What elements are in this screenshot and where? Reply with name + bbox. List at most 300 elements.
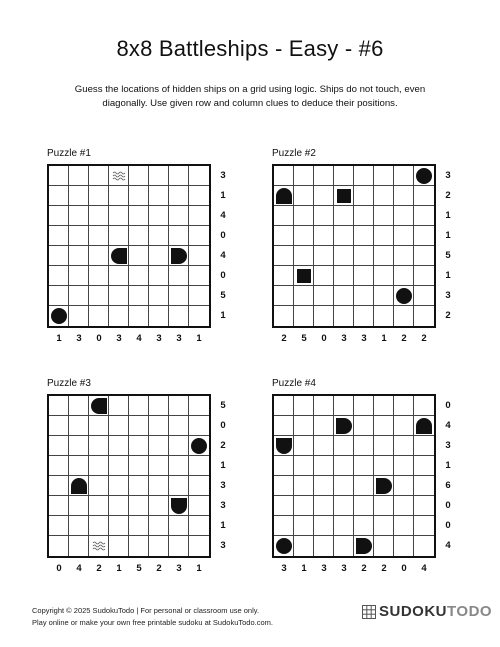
- row-clue: 1: [220, 460, 226, 471]
- grid-cell[interactable]: [414, 206, 434, 226]
- grid-cell[interactable]: [334, 516, 354, 536]
- grid-cell[interactable]: [189, 476, 209, 496]
- grid-cell[interactable]: [189, 306, 209, 326]
- grid-cell[interactable]: [149, 456, 169, 476]
- grid-cell[interactable]: [374, 436, 394, 456]
- grid-cell[interactable]: [374, 286, 394, 306]
- grid-cell[interactable]: [414, 456, 434, 476]
- grid-cell[interactable]: [314, 266, 334, 286]
- row-clue: 3: [220, 540, 226, 551]
- column-clues: [49, 563, 209, 577]
- ship-circle-icon: [191, 438, 207, 454]
- grid-cell[interactable]: [394, 246, 414, 266]
- grid-cell[interactable]: [394, 436, 414, 456]
- column-clue: 1: [301, 563, 307, 574]
- grid-cell[interactable]: [354, 496, 374, 516]
- grid-cell[interactable]: [334, 246, 354, 266]
- grid-cell[interactable]: [394, 166, 414, 186]
- grid-cell[interactable]: [149, 186, 169, 206]
- grid-cell[interactable]: [49, 396, 69, 416]
- grid-cell[interactable]: [354, 396, 374, 416]
- grid-cell[interactable]: [374, 456, 394, 476]
- grid-cell[interactable]: [414, 246, 434, 266]
- grid-cell[interactable]: [294, 496, 314, 516]
- grid-cell[interactable]: [274, 266, 294, 286]
- grid-cell[interactable]: [169, 416, 189, 436]
- puzzle-label: Puzzle #1: [47, 148, 91, 159]
- ship-end-top-icon: [71, 478, 87, 494]
- grid-cell[interactable]: [169, 516, 189, 536]
- grid-cell[interactable]: [49, 496, 69, 516]
- grid-cell[interactable]: [414, 476, 434, 496]
- grid-cell[interactable]: [89, 456, 109, 476]
- grid-cell[interactable]: [169, 186, 189, 206]
- grid-cell[interactable]: [189, 286, 209, 306]
- column-clue: 2: [401, 333, 407, 344]
- grid-cell[interactable]: [89, 536, 109, 556]
- grid-cell[interactable]: [394, 396, 414, 416]
- puzzle-grid: [47, 164, 211, 328]
- grid-cell[interactable]: [334, 166, 354, 186]
- grid-cell[interactable]: [294, 206, 314, 226]
- row-clue: 1: [445, 210, 451, 221]
- grid-cell[interactable]: [394, 306, 414, 326]
- grid-cell[interactable]: [49, 286, 69, 306]
- grid-cell[interactable]: [274, 396, 294, 416]
- grid-cell[interactable]: [189, 266, 209, 286]
- grid-cell[interactable]: [374, 396, 394, 416]
- grid-cell[interactable]: [69, 266, 89, 286]
- row-clues: [442, 396, 454, 556]
- row-clue: 5: [220, 400, 226, 411]
- grid-cell[interactable]: [354, 456, 374, 476]
- grid-cell[interactable]: [169, 206, 189, 226]
- grid-cell[interactable]: [294, 166, 314, 186]
- grid-cell[interactable]: [314, 396, 334, 416]
- row-clue: 3: [220, 480, 226, 491]
- grid-cell[interactable]: [189, 186, 209, 206]
- grid-cell[interactable]: [354, 436, 374, 456]
- column-clue: 3: [76, 333, 82, 344]
- grid-cell[interactable]: [69, 306, 89, 326]
- grid-cell[interactable]: [189, 536, 209, 556]
- grid-cell[interactable]: [49, 246, 69, 266]
- row-clue: 4: [220, 210, 226, 221]
- grid-cell[interactable]: [334, 286, 354, 306]
- row-clues: [442, 166, 454, 326]
- grid-cell[interactable]: [149, 246, 169, 266]
- grid-cell[interactable]: [314, 536, 334, 556]
- grid-cell[interactable]: [314, 246, 334, 266]
- grid-cell[interactable]: [189, 516, 209, 536]
- row-clue: 2: [445, 310, 451, 321]
- grid-cell[interactable]: [394, 516, 414, 536]
- puzzle-3: [47, 378, 247, 588]
- grid-cell[interactable]: [49, 226, 69, 246]
- grid-cell[interactable]: [129, 476, 149, 496]
- grid-cell[interactable]: [294, 246, 314, 266]
- grid-cell[interactable]: [129, 396, 149, 416]
- grid-cell[interactable]: [149, 396, 169, 416]
- grid-cell[interactable]: [314, 516, 334, 536]
- grid-cell[interactable]: [169, 266, 189, 286]
- grid-cell[interactable]: [374, 536, 394, 556]
- grid-cell[interactable]: [69, 226, 89, 246]
- grid-cell[interactable]: [149, 416, 169, 436]
- grid-cell[interactable]: [354, 186, 374, 206]
- grid-cell[interactable]: [69, 286, 89, 306]
- grid-cell[interactable]: [109, 536, 129, 556]
- column-clue: 4: [76, 563, 82, 574]
- grid-cell[interactable]: [69, 476, 89, 496]
- grid-cell[interactable]: [374, 206, 394, 226]
- grid-cell[interactable]: [149, 436, 169, 456]
- grid-cell[interactable]: [49, 206, 69, 226]
- grid-cell[interactable]: [169, 246, 189, 266]
- grid-cell[interactable]: [274, 286, 294, 306]
- grid-cell[interactable]: [414, 396, 434, 416]
- grid-cell[interactable]: [394, 456, 414, 476]
- grid-cell[interactable]: [49, 516, 69, 536]
- grid-cell[interactable]: [374, 186, 394, 206]
- grid-cell[interactable]: [129, 436, 149, 456]
- grid-cell[interactable]: [374, 226, 394, 246]
- grid-cell[interactable]: [274, 536, 294, 556]
- grid-cell[interactable]: [49, 266, 69, 286]
- grid-cell[interactable]: [274, 306, 294, 326]
- grid-cell[interactable]: [334, 416, 354, 436]
- grid-cell[interactable]: [354, 536, 374, 556]
- grid-cell[interactable]: [294, 306, 314, 326]
- grid-cell[interactable]: [414, 186, 434, 206]
- grid-cell[interactable]: [169, 306, 189, 326]
- grid-cell[interactable]: [109, 306, 129, 326]
- grid-cell[interactable]: [109, 476, 129, 496]
- logo-text-todo: TODO: [447, 603, 493, 620]
- grid-cell[interactable]: [169, 166, 189, 186]
- grid-cell[interactable]: [189, 206, 209, 226]
- grid-cell[interactable]: [149, 266, 169, 286]
- grid-cell[interactable]: [109, 416, 129, 436]
- grid-cell[interactable]: [89, 476, 109, 496]
- grid-cell[interactable]: [129, 226, 149, 246]
- grid-cell[interactable]: [274, 226, 294, 246]
- column-clue: 2: [156, 563, 162, 574]
- grid-cell[interactable]: [189, 416, 209, 436]
- grid-cell[interactable]: [414, 416, 434, 436]
- grid-cell[interactable]: [189, 456, 209, 476]
- grid-cell[interactable]: [294, 226, 314, 246]
- grid-cell[interactable]: [334, 496, 354, 516]
- grid-cell[interactable]: [354, 516, 374, 536]
- grid-cell[interactable]: [129, 306, 149, 326]
- grid-cell[interactable]: [89, 286, 109, 306]
- grid-cell[interactable]: [169, 496, 189, 516]
- grid-cell[interactable]: [169, 536, 189, 556]
- grid-cell[interactable]: [89, 186, 109, 206]
- grid-cell[interactable]: [169, 226, 189, 246]
- grid-cell[interactable]: [274, 516, 294, 536]
- grid-cell[interactable]: [169, 396, 189, 416]
- grid-cell[interactable]: [69, 416, 89, 436]
- grid-cell[interactable]: [314, 186, 334, 206]
- grid-cell[interactable]: [414, 226, 434, 246]
- grid-cell[interactable]: [89, 496, 109, 516]
- grid-cell[interactable]: [89, 306, 109, 326]
- grid-cell[interactable]: [189, 496, 209, 516]
- grid-cell[interactable]: [334, 536, 354, 556]
- grid-cell[interactable]: [314, 476, 334, 496]
- grid-cell[interactable]: [374, 246, 394, 266]
- grid-cell[interactable]: [414, 286, 434, 306]
- grid-cell[interactable]: [414, 496, 434, 516]
- grid-cell[interactable]: [109, 206, 129, 226]
- grid-cell[interactable]: [274, 456, 294, 476]
- ship-end-bottom-icon: [276, 438, 292, 454]
- grid-cell[interactable]: [334, 266, 354, 286]
- grid-cell[interactable]: [294, 396, 314, 416]
- ship-square-icon: [297, 269, 311, 283]
- grid-cell[interactable]: [334, 396, 354, 416]
- grid-cell[interactable]: [334, 436, 354, 456]
- grid-cell[interactable]: [414, 166, 434, 186]
- grid-cell[interactable]: [109, 396, 129, 416]
- row-clue: 3: [220, 500, 226, 511]
- grid-cell[interactable]: [314, 286, 334, 306]
- grid-cell[interactable]: [149, 476, 169, 496]
- grid-cell[interactable]: [334, 306, 354, 326]
- sudokutodo-logo: [362, 603, 492, 620]
- grid-cell[interactable]: [394, 186, 414, 206]
- column-clue: 2: [361, 563, 367, 574]
- grid-cell[interactable]: [274, 206, 294, 226]
- grid-cell[interactable]: [69, 246, 89, 266]
- grid-cell[interactable]: [294, 266, 314, 286]
- grid-cell[interactable]: [394, 286, 414, 306]
- column-clues: [274, 563, 434, 577]
- grid-cell[interactable]: [294, 186, 314, 206]
- column-clues: [49, 333, 209, 347]
- grid-cell[interactable]: [69, 456, 89, 476]
- grid-cell[interactable]: [109, 246, 129, 266]
- grid-cell[interactable]: [89, 266, 109, 286]
- grid-cell[interactable]: [394, 206, 414, 226]
- grid-cell[interactable]: [49, 436, 69, 456]
- grid-cell[interactable]: [69, 206, 89, 226]
- grid-cell[interactable]: [189, 226, 209, 246]
- grid-cell[interactable]: [294, 516, 314, 536]
- grid-cell[interactable]: [394, 416, 414, 436]
- grid-cell[interactable]: [414, 516, 434, 536]
- grid-cell[interactable]: [89, 396, 109, 416]
- grid-cell[interactable]: [89, 206, 109, 226]
- grid-cell[interactable]: [89, 516, 109, 536]
- grid-cell[interactable]: [354, 286, 374, 306]
- grid-cell[interactable]: [414, 536, 434, 556]
- grid-cell[interactable]: [334, 226, 354, 246]
- grid-cell[interactable]: [274, 166, 294, 186]
- grid-cell[interactable]: [274, 496, 294, 516]
- puzzle-grid: [47, 394, 211, 558]
- grid-cell[interactable]: [49, 456, 69, 476]
- grid-cell[interactable]: [149, 536, 169, 556]
- grid-cell[interactable]: [129, 286, 149, 306]
- ship-end-top-icon: [416, 418, 432, 434]
- grid-cell[interactable]: [354, 166, 374, 186]
- grid-cell[interactable]: [129, 416, 149, 436]
- grid-cell[interactable]: [314, 436, 334, 456]
- column-clue: 1: [56, 333, 62, 344]
- grid-cell[interactable]: [294, 456, 314, 476]
- page-title: 8x8 Battleships - Easy - #6: [116, 36, 384, 61]
- grid-cell[interactable]: [314, 416, 334, 436]
- grid-cell[interactable]: [314, 306, 334, 326]
- grid-cell[interactable]: [89, 166, 109, 186]
- column-clue: 3: [156, 333, 162, 344]
- grid-cell[interactable]: [354, 226, 374, 246]
- row-clue: 0: [445, 520, 451, 531]
- grid-cell[interactable]: [109, 166, 129, 186]
- grid-cell[interactable]: [414, 436, 434, 456]
- grid-cell[interactable]: [149, 206, 169, 226]
- grid-cell[interactable]: [49, 186, 69, 206]
- grid-cell[interactable]: [149, 306, 169, 326]
- grid-cell[interactable]: [109, 226, 129, 246]
- logo-text-sudoku: SUDOKU: [379, 603, 448, 620]
- grid-cell[interactable]: [354, 306, 374, 326]
- grid-cell[interactable]: [129, 496, 149, 516]
- row-clue: 0: [445, 400, 451, 411]
- grid-cell[interactable]: [334, 206, 354, 226]
- grid-cell[interactable]: [374, 306, 394, 326]
- grid-cell[interactable]: [149, 516, 169, 536]
- grid-cell[interactable]: [274, 436, 294, 456]
- grid-cell[interactable]: [149, 226, 169, 246]
- grid-cell[interactable]: [49, 306, 69, 326]
- column-clue: 3: [281, 563, 287, 574]
- grid-cell[interactable]: [374, 516, 394, 536]
- grid-cell[interactable]: [69, 436, 89, 456]
- grid-cell[interactable]: [314, 496, 334, 516]
- grid-cell[interactable]: [49, 166, 69, 186]
- grid-cell[interactable]: [374, 496, 394, 516]
- grid-cell[interactable]: [374, 416, 394, 436]
- grid-cell[interactable]: [89, 436, 109, 456]
- grid-cell[interactable]: [189, 246, 209, 266]
- grid-cell[interactable]: [294, 536, 314, 556]
- grid-cell[interactable]: [274, 186, 294, 206]
- grid-cell[interactable]: [394, 476, 414, 496]
- grid-cell[interactable]: [169, 436, 189, 456]
- grid-cell[interactable]: [374, 166, 394, 186]
- grid-cell[interactable]: [69, 186, 89, 206]
- grid-cell[interactable]: [334, 476, 354, 496]
- grid-cell[interactable]: [314, 456, 334, 476]
- grid-cell[interactable]: [189, 166, 209, 186]
- grid-cell[interactable]: [109, 516, 129, 536]
- grid-cell[interactable]: [414, 306, 434, 326]
- grid-cell[interactable]: [149, 286, 169, 306]
- grid-cell[interactable]: [314, 166, 334, 186]
- grid-cell[interactable]: [374, 476, 394, 496]
- grid-cell[interactable]: [354, 206, 374, 226]
- grid-cell[interactable]: [129, 266, 149, 286]
- grid-cell[interactable]: [354, 476, 374, 496]
- grid-cell[interactable]: [294, 286, 314, 306]
- grid-cell[interactable]: [149, 496, 169, 516]
- grid-cell[interactable]: [69, 516, 89, 536]
- grid-cell[interactable]: [129, 186, 149, 206]
- ship-circle-icon: [396, 288, 412, 304]
- grid-cell[interactable]: [129, 206, 149, 226]
- grid-cell[interactable]: [169, 286, 189, 306]
- grid-cell[interactable]: [394, 266, 414, 286]
- ship-end-left-icon: [111, 248, 127, 264]
- grid-cell[interactable]: [69, 536, 89, 556]
- grid-cell[interactable]: [49, 476, 69, 496]
- grid-cell[interactable]: [69, 496, 89, 516]
- grid-cell[interactable]: [109, 286, 129, 306]
- row-clues: [217, 396, 229, 556]
- grid-cell[interactable]: [129, 246, 149, 266]
- grid-cell[interactable]: [49, 536, 69, 556]
- grid-cell[interactable]: [334, 456, 354, 476]
- grid-cell[interactable]: [109, 266, 129, 286]
- grid-cell[interactable]: [394, 226, 414, 246]
- grid-cell[interactable]: [129, 456, 149, 476]
- grid-cell[interactable]: [109, 436, 129, 456]
- grid-cell[interactable]: [354, 266, 374, 286]
- column-clue: 1: [116, 563, 122, 574]
- grid-cell[interactable]: [394, 496, 414, 516]
- grid-cell[interactable]: [89, 246, 109, 266]
- grid-cell[interactable]: [274, 476, 294, 496]
- grid-cell[interactable]: [129, 536, 149, 556]
- ship-end-left-icon: [91, 398, 107, 414]
- grid-cell[interactable]: [294, 476, 314, 496]
- column-clue: 5: [136, 563, 142, 574]
- grid-cell[interactable]: [189, 396, 209, 416]
- grid-cell[interactable]: [129, 516, 149, 536]
- grid-cell[interactable]: [149, 166, 169, 186]
- grid-cell[interactable]: [109, 456, 129, 476]
- grid-cell[interactable]: [414, 266, 434, 286]
- grid-cell[interactable]: [169, 456, 189, 476]
- grid-cell[interactable]: [49, 416, 69, 436]
- grid-cell[interactable]: [374, 266, 394, 286]
- grid-cell[interactable]: [69, 166, 89, 186]
- row-clue: 1: [445, 230, 451, 241]
- grid-cell[interactable]: [169, 476, 189, 496]
- grid-cell[interactable]: [354, 416, 374, 436]
- grid-cell[interactable]: [189, 436, 209, 456]
- grid-cell[interactable]: [314, 226, 334, 246]
- grid-cell[interactable]: [69, 396, 89, 416]
- grid-cell[interactable]: [109, 496, 129, 516]
- grid-cell[interactable]: [274, 246, 294, 266]
- grid-cell[interactable]: [294, 436, 314, 456]
- grid-cell[interactable]: [394, 536, 414, 556]
- grid-cell[interactable]: [354, 246, 374, 266]
- grid-cell[interactable]: [129, 166, 149, 186]
- grid-cell[interactable]: [89, 226, 109, 246]
- grid-cell[interactable]: [274, 416, 294, 436]
- grid-cell[interactable]: [89, 416, 109, 436]
- grid-cell[interactable]: [334, 186, 354, 206]
- grid-cell[interactable]: [109, 186, 129, 206]
- grid-cell[interactable]: [294, 416, 314, 436]
- grid-cell[interactable]: [314, 206, 334, 226]
